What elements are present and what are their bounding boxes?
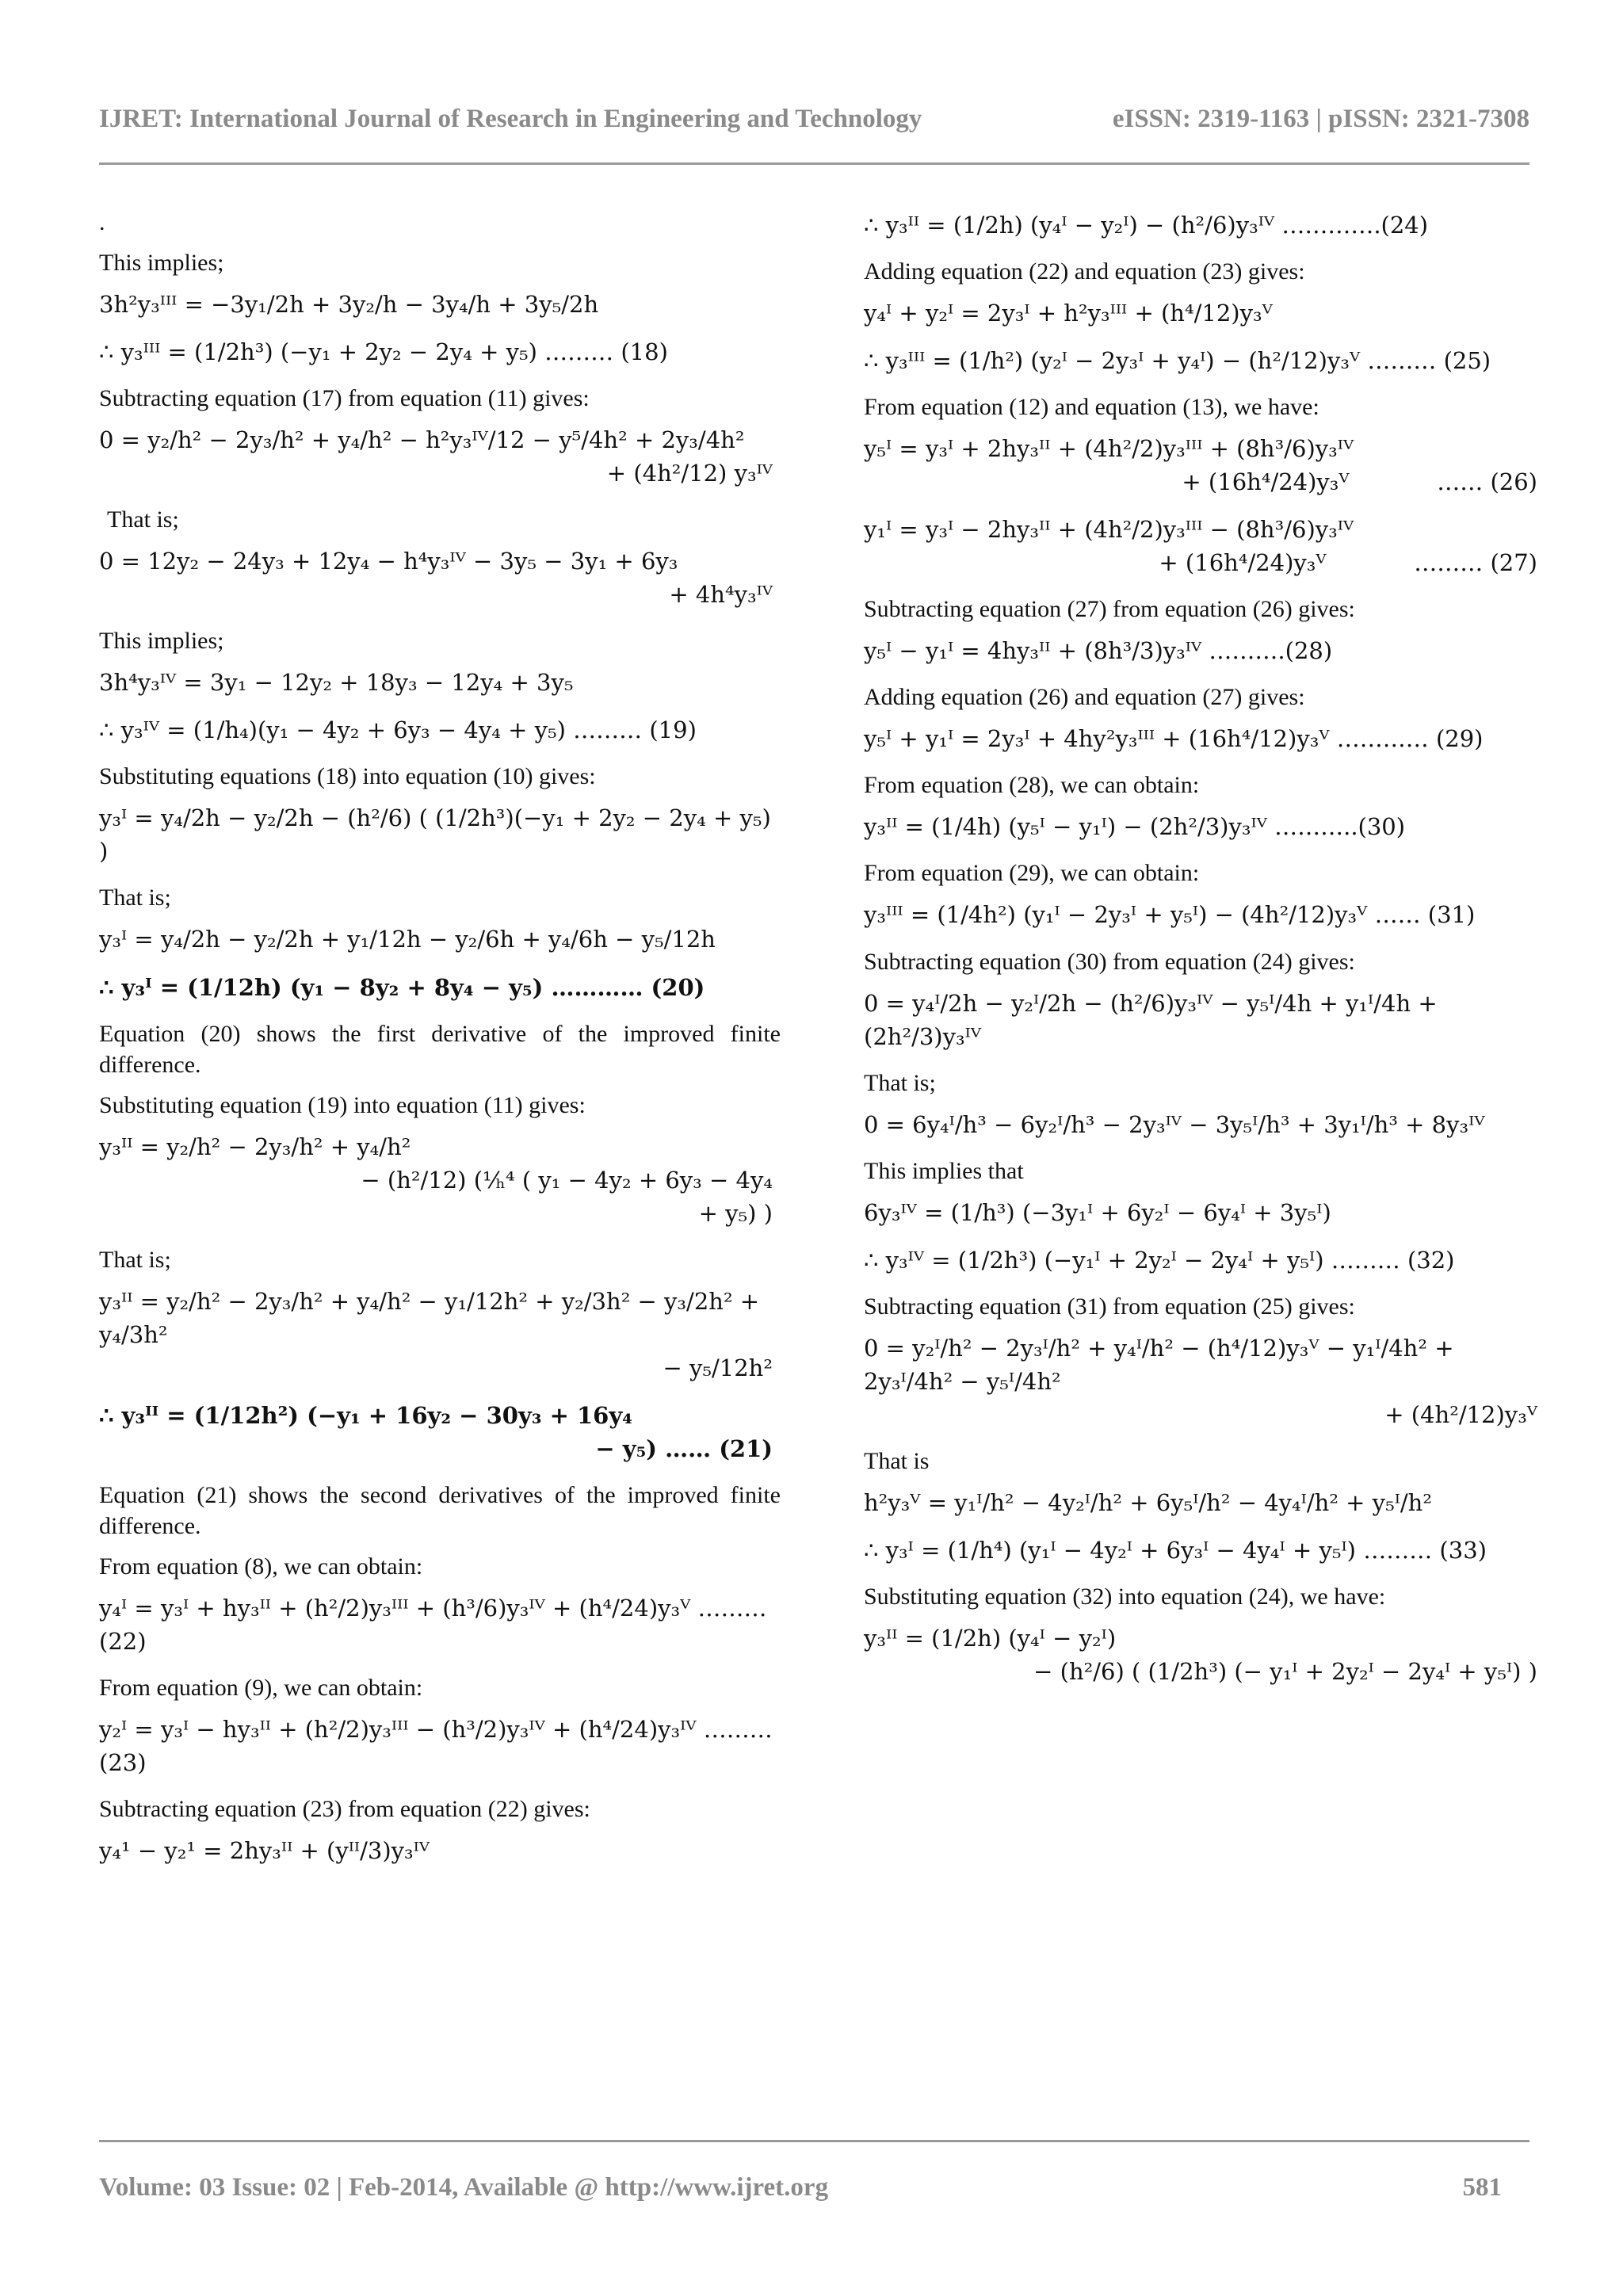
text-this-implies-that: This implies that — [864, 1157, 1024, 1184]
text-adding-26-and-27: Adding equation (26) and equation (27) gives: — [864, 684, 1305, 711]
text-from-equation-9: From equation (9), we can obtain: — [99, 1675, 423, 1702]
equation-y3II-expanded-line1: y₃ᴵᴵ = y₂/h² − 2y₃/h² + y₄/h² − y₁/12h² + y₂/3h² − y₃/2h² + y₄/3h² — [99, 1287, 760, 1348]
equation-y3II-substituted — [99, 1130, 781, 1230]
text-adding-22-and-23: Adding equation (22) and equation (23) gives: — [864, 258, 1305, 285]
equation-zero-derivative-3-line2: + (4h²/12)y₃ⱽ — [1384, 1400, 1537, 1428]
equation-6y3IV: 6y₃ᴵⱽ = (1/h³) (−3y₁ᴵ + 6y₂ᴵ − 6y₄ᴵ + 3y₅ᴵ) — [864, 1198, 1331, 1226]
text-that-is-5: That is — [864, 1447, 930, 1474]
equation-28: y₅ᴵ − y₁ᴵ = 4hy₃ᴵᴵ + (8h³/3)y₃ᴵⱽ ……….(28) — [864, 637, 1333, 665]
equation-zero-simplified-line1: 0 = 12y₂ − 24y₃ + 12y₄ − h⁴y₃ᴵⱽ − 3y₅ − 3y₁ + 6y₃ — [99, 548, 678, 575]
equation-zero-simplified — [99, 544, 781, 611]
equation-21 — [99, 1399, 781, 1465]
left-column — [99, 202, 781, 1881]
header-rule — [99, 162, 1529, 165]
text-this-implies-1: This implies; — [99, 250, 224, 276]
equation-zero-simplified-line2: + 4h⁴y₃ᴵⱽ — [669, 581, 773, 609]
text-from-equation-29: From equation (29), we can obtain: — [864, 860, 1200, 887]
text-from-12-and-13: From equation (12) and equation (13), we have: — [864, 394, 1319, 421]
equation-zero-derivative-3-line1: 0 = y₂ᴵ/h² − 2y₃ᴵ/h² + y₄ᴵ/h² − (h⁴/12)y₃ⱽ − y₁ᴵ/4h² + 2y₃ᴵ/4h² − y₅ᴵ/4h² — [864, 1334, 1454, 1395]
equation-27 — [864, 513, 1545, 579]
text-subtracting-31-from-25: Subtracting equation (31) from equation (25) gives: — [864, 1293, 1355, 1320]
text-that-is-4: That is; — [864, 1069, 936, 1096]
equation-y4-plus-y2: y₄ᴵ + y₂ᴵ = 2y₃ᴵ + h²y₃ᴵᴵᴵ + (h⁴/12)y₃ⱽ — [864, 300, 1273, 327]
equation-y3II-final-line1: y₃ᴵᴵ = (1/2h) (y₄ᴵ − y₂ᴵ) — [864, 1624, 1117, 1652]
equation-26 — [864, 432, 1545, 499]
text-substituting-18-into-10: Substituting equations (18) into equation (10) gives: — [99, 763, 596, 790]
equation-y3I-substituted: y₃ᴵ = y₄/2h − y₂/2h − (h²/6) ( (1/2h³)(−y₁ + 2y₂ − 2y₄ + y₅) ) — [99, 804, 771, 865]
equation-32: ∴ y₃ᴵⱽ = (1/2h³) (−y₁ᴵ + 2y₂ᴵ − 2y₄ᴵ + y₅ᴵ) ……… (32) — [864, 1246, 1455, 1274]
equation-26-line2: + (16h⁴/24)y₃ⱽ …… (26) — [1182, 468, 1537, 496]
text-subtracting-27-from-26: Subtracting equation (27) from equation (26) gives: — [864, 596, 1355, 623]
equation-27-line2: + (16h⁴/24)y₃ⱽ ……… (27) — [1159, 549, 1537, 577]
equation-22: y₄ᴵ = y₃ᴵ + hy₃ᴵᴵ + (h²/2)y₃ᴵᴵᴵ + (h³/6)y₃ᴵⱽ + (h⁴/24)y₃ⱽ ……… (22) — [99, 1594, 767, 1655]
equation-y3II-expanded-line2: − y₅/12h² — [663, 1354, 773, 1381]
equation-29: y₅ᴵ + y₁ᴵ = 2y₃ᴵ + 4hy²y₃ᴵᴵᴵ + (16h⁴/12)y₃ⱽ ………… (29) — [864, 725, 1484, 753]
text-from-equation-28: From equation (28), we can obtain: — [864, 772, 1200, 799]
equation-21-line1: ∴ y₃ᴵᴵ = (1/12h²) (−y₁ + 16y₂ − 30y₃ + 16y₄ — [99, 1401, 632, 1429]
running-footer — [99, 2168, 1502, 2207]
equation-y3II-substituted-line3: + y₅) ) — [698, 1199, 773, 1227]
text-subtracting-23-from-22: Subtracting equation (23) from equation (22) gives: — [99, 1796, 590, 1823]
equation-31: y₃ᴵᴵᴵ = (1/4h²) (y₁ᴵ − 2y₃ᴵ + y₅ᴵ) − (4h²/12)y₃ⱽ …… (31) — [864, 901, 1476, 929]
equation-y3II-final-line2: − (h²/6) ( (1/2h³) (− y₁ᴵ + 2y₂ᴵ − 2y₄ᴵ + y₅ᴵ) ) — [1033, 1658, 1537, 1686]
text-substituting-32-into-24: Substituting equation (32) into equation (24), we have: — [864, 1583, 1386, 1610]
equation-20: ∴ y₃ᴵ = (1/12h) (y₁ − 8y₂ + 8y₄ − y₅) ………… (20) — [99, 973, 705, 1001]
equation-19: ∴ y₃ᴵⱽ = (1/h₄)(y₁ − 4y₂ + 6y₃ − 4y₄ + y₅) ……… (19) — [99, 716, 697, 744]
equation-25: ∴ y₃ᴵᴵᴵ = (1/h²) (y₂ᴵ − 2y₃ᴵ + y₄ᴵ) − (h²/12)y₃ⱽ ……… (25) — [864, 347, 1491, 375]
equation-y4-minus-y2: y₄¹ − y₂¹ = 2hy₃ᴵᴵ + (yᴵᴵ/3)y₃ᴵⱽ — [99, 1837, 430, 1865]
equation-27-line1: y₁ᴵ = y₃ᴵ − 2hy₃ᴵᴵ + (4h²/2)y₃ᴵᴵᴵ − (8h³/6)y₃ᴵⱽ — [864, 516, 1354, 544]
volume-info: Volume: 03 Issue: 02 | Feb-2014, Available @ http://www.ijret.org — [99, 2172, 829, 2202]
equation-y3II-substituted-line1: y₃ᴵᴵ = y₂/h² − 2y₃/h² + y₄/h² — [99, 1133, 411, 1160]
equation-26-line1: y₅ᴵ = y₃ᴵ + 2hy₃ᴵᴵ + (4h²/2)y₃ᴵᴵᴵ + (8h³/6)y₃ᴵⱽ — [864, 435, 1354, 463]
journal-title: IJRET: International Journal of Research in Engineering and Technology — [99, 104, 922, 133]
text-subtracting-30-from-24: Subtracting equation (30) from equation (24) gives: — [864, 948, 1355, 975]
equation-y3II-expanded — [99, 1285, 781, 1385]
issn-label: eISSN: 2319-1163 | pISSN: 2321-7308 — [1112, 104, 1529, 133]
equation-y3II-final — [864, 1622, 1545, 1688]
equation-zero-expansion — [99, 423, 781, 490]
equation-zero-derivative-3 — [864, 1331, 1545, 1431]
text-that-is-3: That is; — [99, 1246, 171, 1273]
text-substituting-19-into-11: Substituting equation (19) into equation (11) gives: — [99, 1091, 586, 1118]
footer-rule — [99, 2140, 1529, 2142]
equation-zero-derivative-1: 0 = y₄ᴵ/2h − y₂ᴵ/2h − (h²/6)y₃ᴵⱽ − y₅ᴵ/4h + y₁ᴵ/4h + (2h²/3)y₃ᴵⱽ — [864, 989, 1438, 1050]
text-equation-20-explanation: Equation (20) shows the first derivative of the improved finite difference. — [99, 1020, 781, 1078]
equation-zero-derivative-2: 0 = 6y₄ᴵ/h³ − 6y₂ᴵ/h³ − 2y₃ᴵⱽ − 3y₅ᴵ/h³ + 3y₁ᴵ/h³ + 8y₃ᴵⱽ — [864, 1110, 1485, 1138]
equation-zero-expansion-line1: 0 = y₂/h² − 2y₃/h² + y₄/h² − h²y₃ᴵⱽ/12 − y⁵/4h² + 2y₃/4h² — [99, 426, 745, 454]
equation-y3I-expanded: y₃ᴵ = y₄/2h − y₂/2h + y₁/12h − y₂/6h + y₄/6h − y₅/12h — [99, 926, 716, 953]
equation-zero-expansion-line2: + (4h²/12) y₃ᴵⱽ — [606, 460, 773, 487]
text-that-is-1: That is; — [107, 506, 179, 533]
equation-30: y₃ᴵᴵ = (1/4h) (y₅ᴵ − y₁ᴵ) − (2h²/3)y₃ᴵⱽ ………..(30) — [864, 813, 1406, 841]
stray-dot: . — [99, 209, 105, 235]
text-from-equation-8: From equation (8), we can obtain: — [99, 1553, 423, 1580]
text-equation-21-explanation: Equation (21) shows the second derivatives of the improved finite difference. — [99, 1481, 781, 1539]
equation-33: ∴ y₃ᴵ = (1/h⁴) (y₁ᴵ − 4y₂ᴵ + 6y₃ᴵ − 4y₄ᴵ + y₅ᴵ) ……… (33) — [864, 1536, 1487, 1564]
running-header — [99, 95, 1529, 143]
equation-21-line2: − y₅) …… (21) — [595, 1435, 773, 1462]
text-that-is-2: That is; — [99, 884, 171, 911]
right-column — [864, 202, 1545, 1702]
equation-h2-y3V: h²y₃ⱽ = y₁ᴵ/h² − 4y₂ᴵ/h² + 6y₅ᴵ/h² − 4y₄ᴵ/h² + y₅ᴵ/h² — [864, 1488, 1432, 1516]
equation-18: ∴ y₃ᴵᴵᴵ = (1/2h³) (−y₁ + 2y₂ − 2y₄ + y₅) ……… (18) — [99, 338, 668, 366]
equation-3h2-y3III: 3h²y₃ᴵᴵᴵ = −3y₁/2h + 3y₂/h − 3y₄/h + 3y₅/2h — [99, 291, 599, 318]
text-this-implies-2: This implies; — [99, 628, 224, 655]
equation-y3II-substituted-line2: − (h²/12) (¹⁄ₕ⁴ ( y₁ − 4y₂ + 6y₃ − 4y₄ — [361, 1166, 773, 1194]
text-subtracting-17-from-11: Subtracting equation (17) from equation (11) gives: — [99, 385, 590, 412]
equation-3h4-y3IV: 3h⁴y₃ᴵⱽ = 3y₁ − 12y₂ + 18y₃ − 12y₄ + 3y₅ — [99, 669, 574, 697]
equation-23: y₂ᴵ = y₃ᴵ − hy₃ᴵᴵ + (h²/2)y₃ᴵᴵᴵ − (h³/2)y₃ᴵⱽ + (h⁴/24)y₃ᴵⱽ ……… (23) — [99, 1716, 773, 1777]
page-number: 581 — [1462, 2172, 1502, 2202]
equation-24: ∴ y₃ᴵᴵ = (1/2h) (y₄ᴵ − y₂ᴵ) − (h²/6)y₃ᴵⱽ ………….(24) — [864, 212, 1429, 239]
